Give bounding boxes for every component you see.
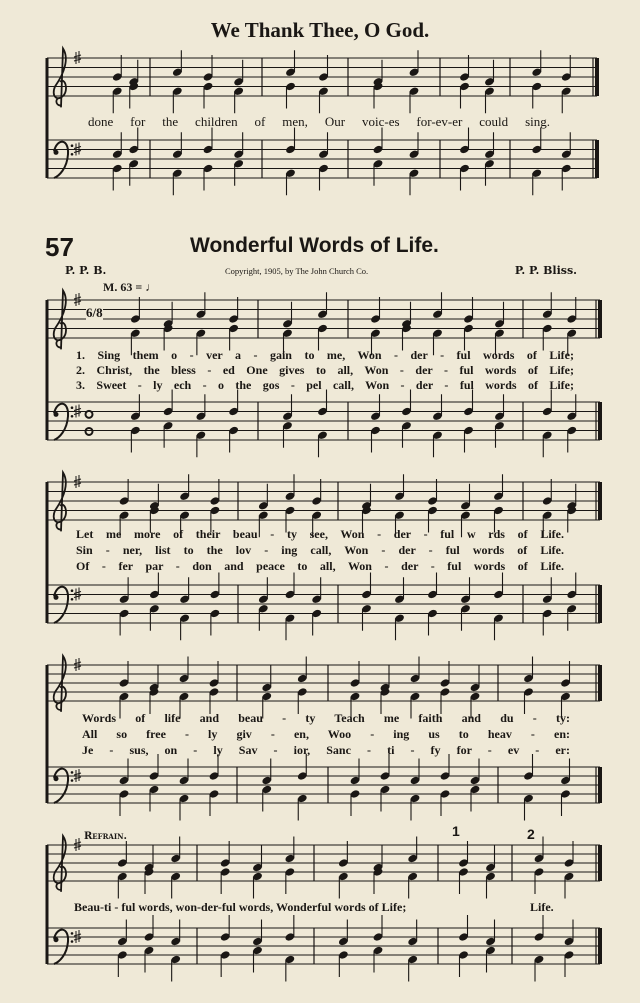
bass-clef-icon (54, 776, 59, 781)
lyric-line: Words of life and beau - ty Teach me faith and du - ty: (82, 711, 570, 725)
bass-clef-icon (71, 779, 74, 782)
previous-hymn-lyric: done for the children of men, Our voic-es for-ev-er could sing. (88, 114, 550, 129)
bass-clef-icon (54, 404, 68, 440)
lyric-line: All so free - ly giv - en, Woo - ing us to heav - en: (82, 727, 570, 741)
bass-clef-icon (71, 932, 74, 935)
treble-clef-icon (54, 836, 66, 892)
bass-clef-icon (54, 150, 59, 155)
bass-clef-icon (71, 771, 74, 774)
bass-clef-icon (71, 406, 74, 409)
bass-clef-icon (54, 595, 59, 600)
treble-clef-icon (54, 473, 66, 532)
lyric-line: 1. Sing them o - ver a - gain to me, Won - der - ful words of Life; (76, 348, 574, 362)
bass-clef-icon (71, 598, 74, 601)
time-signature: 6/8 (86, 305, 103, 320)
bass-clef-icon (54, 769, 68, 803)
first-ending: 1 (452, 823, 460, 839)
music-author: P. P. Bliss. (514, 264, 577, 277)
bass-clef-icon (54, 142, 68, 178)
bass-clef-icon (54, 937, 59, 942)
bass-clef-icon (71, 144, 74, 147)
lyric-line: 3. Sweet - ly ech - o the gos - pel call, Won - der - ful words of Life; (76, 378, 574, 392)
second-ending: 2 (527, 826, 535, 842)
lyric-line: Sin - ner, list to the lov - ing call, Won - der - ful words of Life. (76, 543, 564, 557)
previous-hymn-title: We Thank Thee, O God. (210, 18, 430, 42)
lyric-line: Let me more of their beau - ty see, Won - der - ful w rds of Life. (76, 527, 564, 541)
copyright: Copyright, 1905, by The John Church Co. (225, 266, 369, 276)
hymn-title: Wonderful Words of Life. (190, 234, 439, 257)
bass-clef-icon (54, 930, 68, 964)
refrain-lyric-ending: Life. (530, 900, 554, 914)
bass-clef-icon (54, 412, 59, 417)
bass-clef-icon (71, 415, 74, 418)
bass-clef-icon (71, 940, 74, 943)
lyric-line: Of - fer par - don and peace to all, Won - der - ful words of Life. (76, 559, 564, 573)
bass-clef-icon (71, 589, 74, 592)
hymn-number: 57 (45, 232, 74, 262)
treble-clef-icon (54, 49, 66, 108)
refrain-label: Refrain. (84, 831, 128, 842)
bass-clef-icon (54, 587, 68, 623)
tempo-marking: M. 63 = ♩ (103, 280, 158, 294)
lyric-line: Je - sus, on - ly Sav - ior, Sanc - ti - fy for - ev - er: (82, 743, 570, 757)
time-signature-shape (86, 428, 93, 435)
words-author: P. P. B. (65, 264, 107, 277)
treble-clef-icon (54, 291, 66, 350)
lyric-line: 2. Christ, the bless - ed One gives to all, Won - der - ful words of Life; (76, 363, 574, 377)
bass-clef-icon (71, 153, 74, 156)
refrain-lyric: Beau-ti - ful words, won-der-ful words, Wonderful words of Life; (74, 900, 407, 914)
treble-clef-icon (54, 656, 66, 712)
